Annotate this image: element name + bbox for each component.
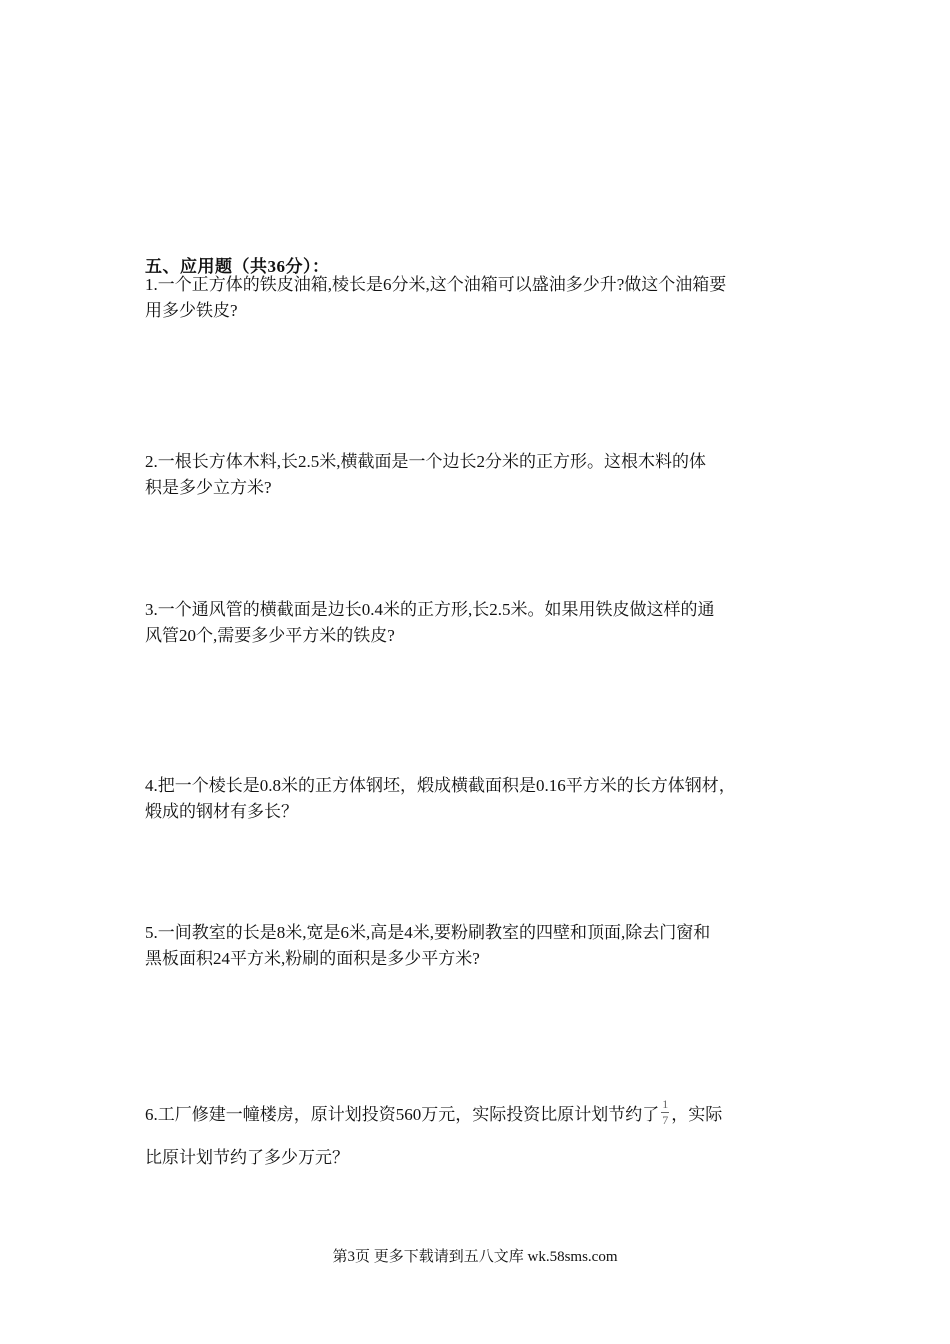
problem-6-line-2: 比原计划节约了多少万元？ xyxy=(145,1147,349,1167)
section-title: 五、应用题（共36分）： xyxy=(145,257,330,276)
problem-6-text-after-fraction: ，实际 xyxy=(671,1105,723,1124)
problem-4 xyxy=(145,773,835,825)
problem-2 xyxy=(145,449,835,501)
problem-6-line-1 xyxy=(145,1096,835,1131)
problem-3 xyxy=(145,597,835,649)
problem-1-line-2: 用多少铁皮? xyxy=(145,301,238,320)
problem-5-line-2: 黑板面积24平方米,粉刷的面积是多少平方米? xyxy=(145,949,480,968)
problem-4-line-1: 4.把一个棱长是0.8米的正方体钢坯，煅成横截面积是0.16平方米的长方体钢材， xyxy=(145,776,736,795)
problem-6-text-before-fraction: 6.工厂修建一幢楼房，原计划投资560万元，实际投资比原计划节约了 xyxy=(145,1105,660,1124)
problem-4-line-2: 煅成的钢材有多长？ xyxy=(145,802,298,821)
fraction-denominator: 7 xyxy=(662,1112,669,1127)
problem-6 xyxy=(145,1096,835,1173)
problem-3-line-1: 3.一个通风管的横截面是边长0.4米的正方形,长2.5米。如果用铁皮做这样的通 xyxy=(145,600,715,619)
fraction-numerator: 1 xyxy=(662,1096,669,1111)
problem-5 xyxy=(145,920,835,972)
problem-5-line-1: 5.一间教室的长是8米,宽是6米,高是4米,要粉刷教室的四壁和顶面,除去门窗和 xyxy=(145,923,711,942)
problem-1 xyxy=(145,272,835,324)
problem-2-line-1: 2.一根长方体木料,长2.5米,横截面是一个边长2分米的正方形。这根木料的体 xyxy=(145,452,706,471)
problem-2-line-2: 积是多少立方米? xyxy=(145,478,272,497)
problem-3-line-2: 风管20个,需要多少平方米的铁皮? xyxy=(145,626,395,645)
problem-1-line-1: 1.一个正方体的铁皮油箱,棱长是6分米,这个油箱可以盛油多少升?做这个油箱要 xyxy=(145,275,727,294)
fraction-one-seventh xyxy=(661,1098,669,1127)
page-footer: 第3页 更多下载请到五八文库 wk.58sms.com xyxy=(332,1249,618,1265)
